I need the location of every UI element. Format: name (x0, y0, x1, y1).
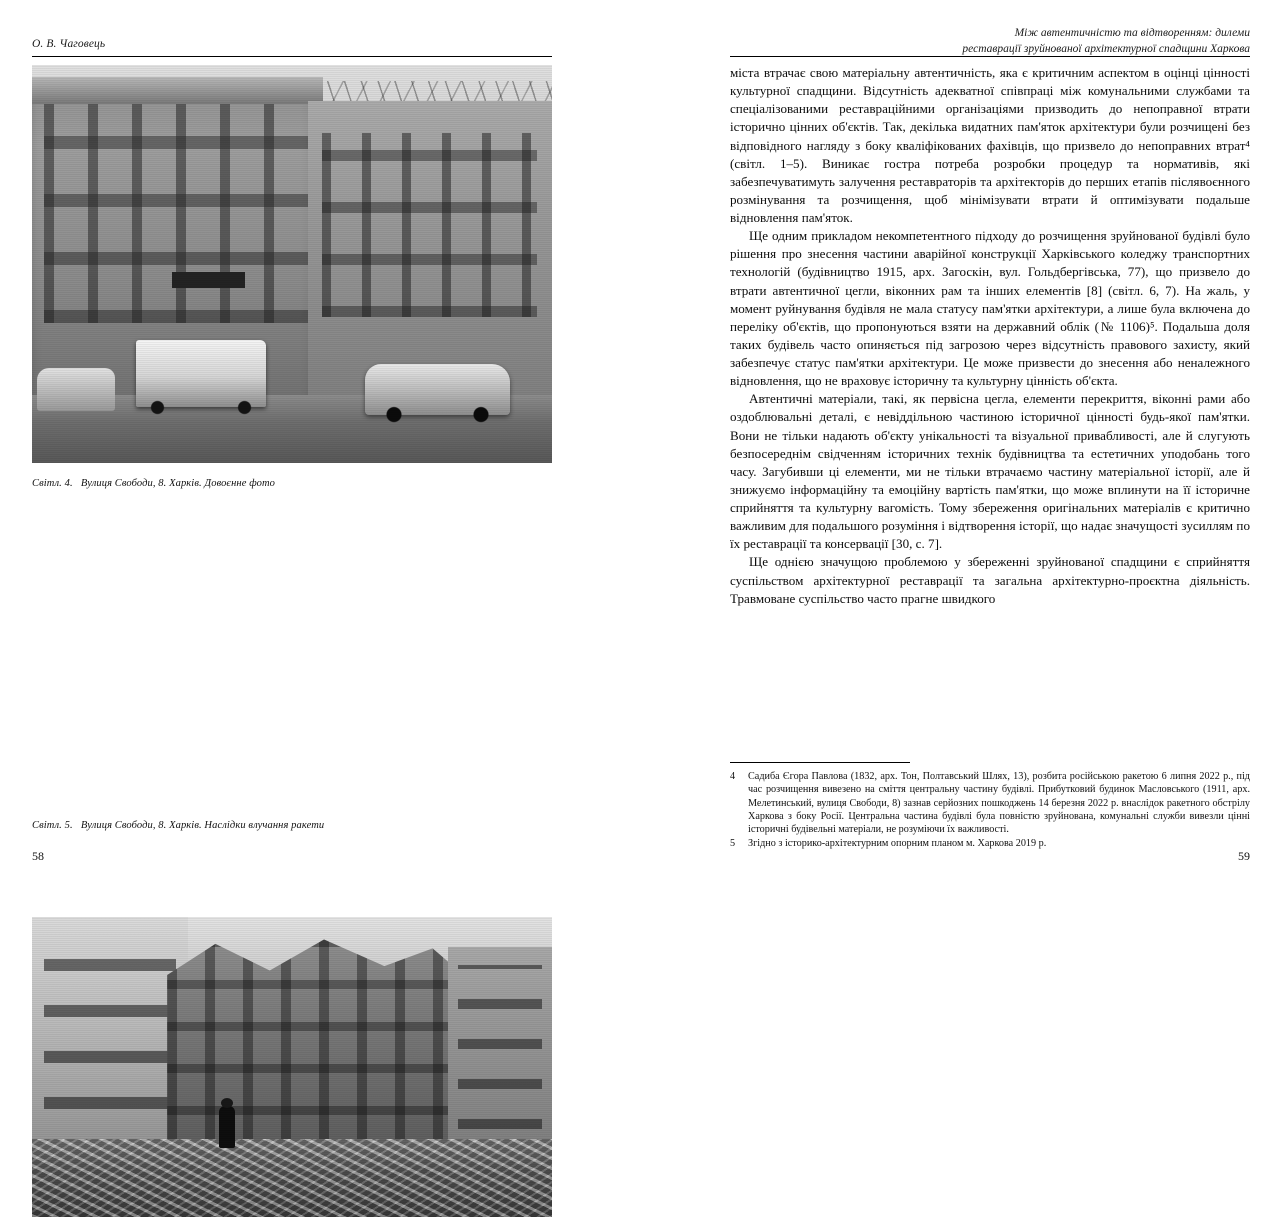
paragraph: Ще однією значущою проблемою у збереженні зруйнованої спадщини є сприйняття суспільством архітектурної реставрації та загальна архітектурно-проєктна діяльність. Травмоване суспільство часто прагне швидкого (730, 554, 1250, 606)
film-grain-overlay (32, 917, 552, 1217)
figure-caption-5-label: Світл. 5. (32, 820, 73, 831)
figure-caption-5 (32, 820, 552, 831)
right-page (641, 0, 1282, 892)
running-head-right (730, 26, 1250, 57)
figure-street-destroyed (32, 917, 552, 1217)
footnote-text: Садиба Єгора Павлова (1832, арх. Тон, Полтавський Шлях, 13), розбита російською ракетою 6 липня 2022 р., під час розчищення вивезено на сміття центральну частину будівлі. Прибутковий будинок Масловського (1911, арх. Мелетинський, вулиця Свободи, 8) зазнав серйозних пошкоджень 14 березня 2022 р. внаслідок ракетного обстрілу Харкова з боку Росії. Центральна частина будівлі була повністю зруйнована, комунальні служби вивезли цінні історичні будівельні матеріали, не розуміючи їх важливості. (748, 771, 1250, 835)
header-rule-right (730, 56, 1250, 57)
figure-caption-4-text: Вулиця Свободи, 8. Харків. Довоєнне фото (80, 478, 276, 489)
page-number-right: 59 (1238, 849, 1250, 863)
left-page (0, 0, 641, 892)
footnote-separator-rule (730, 762, 910, 763)
paragraph: Автентичні матеріали, такі, як первісна цегла, елементи перекриття, віконні рами або оздоблювальні деталі, є невіддільною частиною історичної цінності будь-якої пам'ятки. Вони не тільки надають об'єкту унікальності та візуальної привабливості, але й слугують безпосереднім свідченням історичних технік будівництва та естетичних уподобань того часу. Загубивши ці елементи, ми не тільки втрачаємо частину матеріальної історії, але й знижуємо інформаційну та емоційну вартість пам'ятки, що може вплинути на її історичне сприйняття та культурну вагомість. Тому збереження оригінальних матеріалів є критично важливим для подальшого розуміння і відтворення історії, що надає значущості зусиллям по їх реставрації та консервації [30, с. 7]. (730, 391, 1250, 552)
header-rule-left (32, 56, 552, 57)
figure-street-prewar (32, 65, 552, 463)
footnote-number: 5 (730, 838, 736, 850)
running-head-right-line2: реставрації зруйнованої архітектурної спадщини Харкова (962, 42, 1250, 55)
figure-caption-4 (32, 478, 552, 489)
figure-caption-4-label: Світл. 4. (32, 478, 73, 489)
footnote-item (730, 770, 1250, 836)
page-number-left: 58 (32, 849, 44, 863)
figure-caption-5-text: Вулиця Свободи, 8. Харків. Наслідки влучання ракети (80, 820, 325, 831)
running-head-left: О. В. Чаговець (32, 38, 106, 50)
footnote-text: Згідно з історико-архітектурним опорним планом м. Харкова 2019 р. (748, 838, 1047, 850)
paragraph: міста втрачає свою матеріальну автентичність, яка є критичним аспектом в оцінці цінності культурної спадщини. Відсутність адекватної співпраці між комунальними службами та спеціалізованими реставраційними організаціями призводить до непоправної втрати історично цінних об'єктів. Так, декілька видатних пам'яток архітектури були розчищені без відповідного нагляду з боку кваліфікованих фахівців, що призвело до непоправних втрат⁴ (світл. 1–5). Виникає гостра потреба розробки процедур та нормативів, які забезпечуватимуть залучення реставраторів та архітекторів до перших етапів післявоєнного розмінування та розчищення, щоб мінімізувати втрати й оптимізувати подальше відновлення пам'яток. (730, 65, 1250, 225)
running-head-right-line1: Між автентичністю та відтворенням: дилеми (1014, 27, 1250, 39)
paragraph: Ще одним прикладом некомпетентного підходу до розчищення зруйнованої будівлі було рішення про знесення частини аварійної конструкції Харківського коледжу транспортних технологій (будівництво 1915, арх. Загоскін, вул. Гольдбергівська, 77), що призвело до втрати автентичної цегли, віконних рам та інших елементів [8] (світл. 6, 7). На жаль, у момент руйнування будівля не мала статусу пам'ятки архітектури, а лише була включена до переліку об'єктів, що пропонуються взяти на державний облік (№ 1106)⁵. Подальша доля таких будівель часто опиняється під загрозою через відсутність правового захисту, який забезпечує статус пам'ятки архітектури. Це може призвести до знесення або неналежного відновлення, що не враховує історичну та культурну цінність об'єкта. (730, 228, 1250, 389)
film-grain-overlay (32, 65, 552, 463)
footnotes-block (730, 770, 1250, 852)
body-text-column (730, 64, 1250, 608)
footnote-item (730, 837, 1250, 850)
footnote-number: 4 (730, 771, 736, 782)
